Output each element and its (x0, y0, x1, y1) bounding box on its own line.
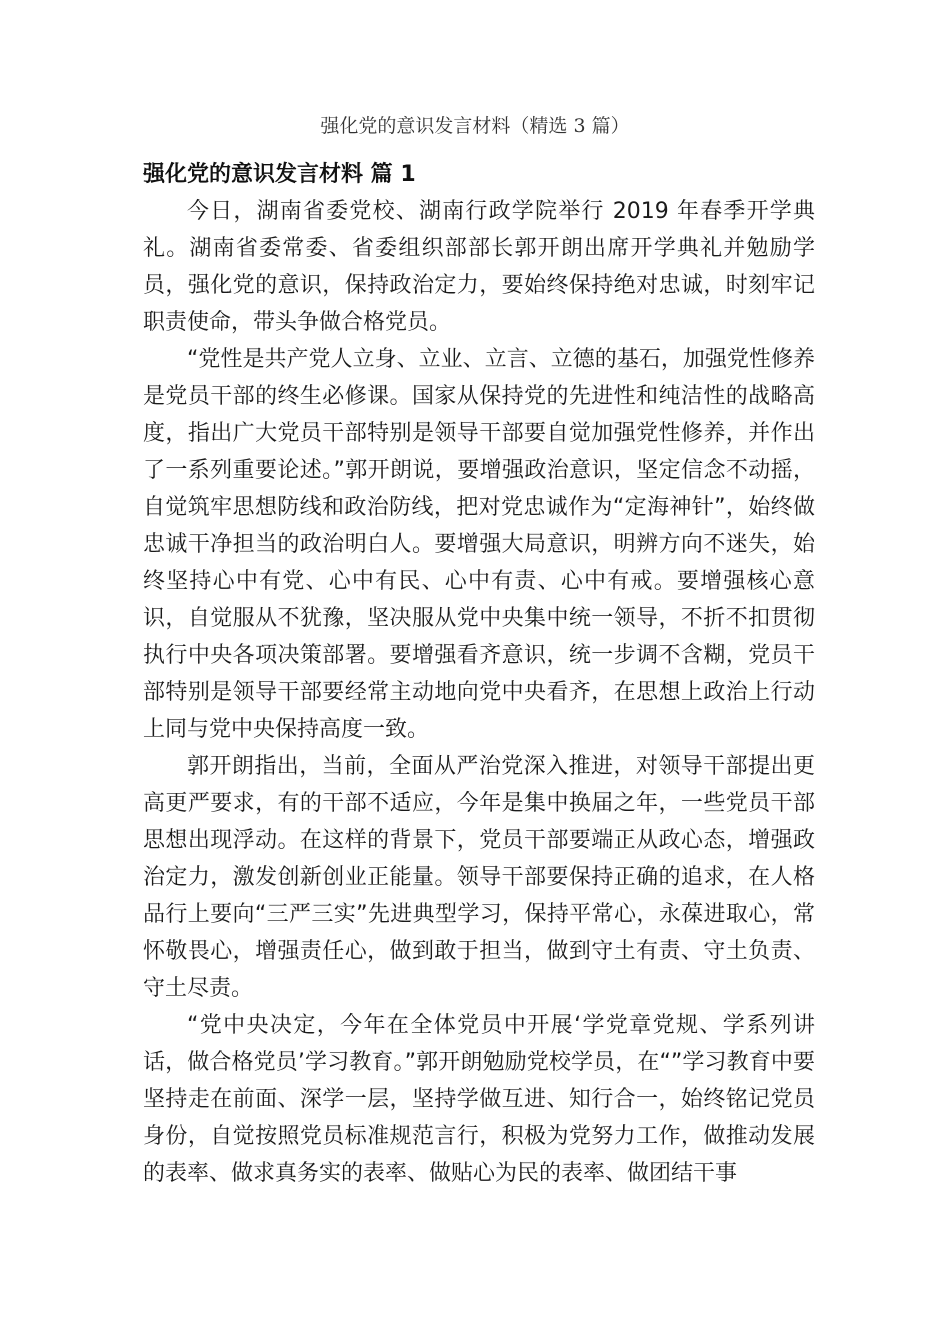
document-body (143, 156, 815, 1192)
section-heading: 强化党的意识发言材料 篇 1 (143, 162, 416, 187)
paragraph-3: 郭开朗指出，当前，全面从严治党深入推进，对领导干部提出更高更严要求，有的干部不适应，今年是集中换届之年，一些党员干部思想出现浮动。在这样的背景下，党员干部要端正从政心态，增强政治定力，激发创新创业正能量。领导干部要保持正确的追求，在人格品行上要向“三严三实”先进典型学习，保持平常心，永葆进取心，常怀敬畏心，增强责任心，做到敢于担当，做到守土有责、守土负责、守土尽责。 (143, 754, 815, 1001)
paragraph-2: “党性是共产党人立身、立业、立言、立德的基石，加强党性修养是党员干部的终生必修课。国家从保持党的先进性和纯洁性的战略高度，指出广大党员干部特别是领导干部要自觉加强党性修养，并作出了一系列重要论述。”郭开朗说，要增强政治意识，坚定信念不动摇，自觉筑牢思想防线和政治防线，把对党忠诚作为“定海神针”，始终做忠诚干净担当的政治明白人。要增强大局意识，明辨方向不迷失，始终坚持心中有党、心中有民、心中有责、心中有戒。要增强核心意识，自觉服从不犹豫，坚决服从党中央集中统一领导，不折不扣贯彻执行中央各项决策部署。要增强看齐意识，统一步调不含糊，党员干部特别是领导干部要经常主动地向党中央看齐，在思想上政治上行动上同与党中央保持高度一致。 (143, 347, 815, 742)
document-title: 强化党的意识发言材料（精选 3 篇） (320, 115, 630, 137)
paragraph-1: 今日，湖南省委党校、湖南行政学院举行 2019 年春季开学典礼。湖南省委常委、省委组织部部长郭开朗出席开学典礼并勉励学员，强化党的意识，保持政治定力，要始终保持绝对忠诚，时刻牢记职责使命，带头争做合格党员。 (143, 199, 815, 335)
paragraph-4: “党中央决定，今年在全体党员中开展‘学党章党规、学系列讲话，做合格党员’学习教育。”郭开朗勉励党校学员，在“”学习教育中要坚持走在前面、深学一层，坚持学做互进、知行合一，始终铭记党员身份，自觉按照党员标准规范言行，积极为党努力工作，做推动发展的表率、做求真务实的表率、做贴心为民的表率、做团结干事 (143, 1013, 815, 1186)
